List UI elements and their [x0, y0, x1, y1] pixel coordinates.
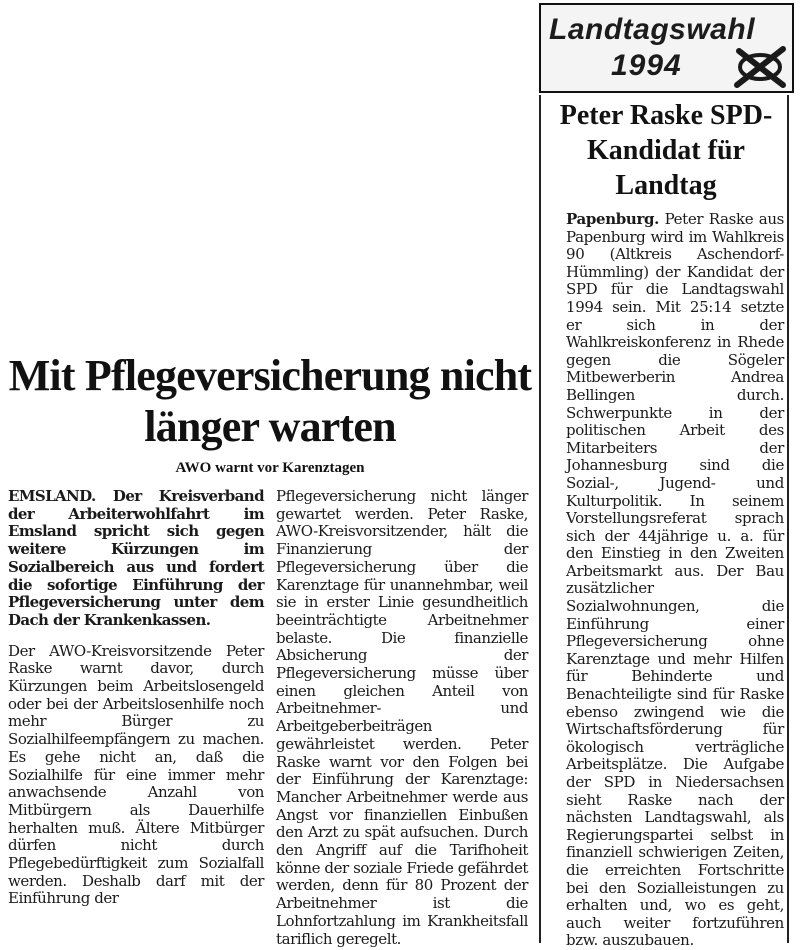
article-column-1-body: Der AWO-Kreisvorsitzende Peter Raske warnt davor, durch Kürzungen beim Arbeitslosengeld oder bei der Arbeitslosenhilfe noch mehr Bürger zu Sozialhilfeempfängern zu machen. Es gehe nicht an, daß die Sozialhilfe für eine immer mehr anwachsende Anzahl von Mitbürgern als Dauerhilfe herhalten muß. Ältere Mitbürger dürfen nicht durch Pflegebedürftigkeit zum Sozialfall werden. Deshalb darf mit der Einführung der: [8, 641, 264, 908]
sidebar-dateline: Papenburg.: [566, 210, 660, 228]
article-subheadline: AWO warnt vor Karenztagen: [175, 460, 365, 476]
sidebar-body: Peter Raske aus Papenburg wird im Wahlkreis 90 (Altkreis Aschendorf-Hümmling) der Kandidat der SPD für die Landtagswahl 1994 sein. Mit 25:14 setzte er sich in der Wahlkreiskonferenz in Rhede gegen die Sögeler Mitbewerberin Andrea Bellingen durch. Schwerpunkte in der politischen Arbeit des Mitarbeiters der Johannesburg sind die Sozial-, Jugend- und Kulturpolitik. In seinem Vorstellungsreferat sprach sich der 44jährige u. a. für den Einstieg in den Zweiten Arbeitsmarkt aus. Der Bau zusätzlicher Sozialwohnungen, die Einführung einer Pflegeversicherung ohne Karenztage und mehr Hilfen für Behinderte und Benachteiligte sind für Raske ebenso zwingend wie die Wirtschaftsförderung für ökologisch verträgliche Arbeitsplätze. Die Aufgabe der SPD in Niedersachsen sieht Raske nach der nächsten Landtagswahl, als Regierungspartei selbst in finanziell schwierigen Zeiten, die erreichten Fortschritte bei den Sozialleistungen zu erhalten und, wo es geht, auch weiter fortzuführen bzw. auszubauen.: [566, 210, 784, 950]
ballot-cross-icon: [731, 45, 789, 89]
article-headline: Mit Pflegeversicherung nicht länger warten: [8, 351, 532, 451]
sidebar-body-text: [566, 211, 784, 950]
article-lead: EMSLAND. Der Kreisverband der Arbeiterwohlfahrt im Emsland spricht sich gegen weitere Kürzungen im Sozialbereich aus und fordert die sofortige Einführung der Pflegeversicherung unter dem Dach der Krankenkassen.: [8, 487, 264, 629]
article-column-2: [276, 488, 528, 948]
sidebar-title: Peter Raske SPD-Kandidat für Landtag: [559, 100, 773, 201]
kicker-line-1: Landtagswahl: [549, 13, 756, 46]
kicker-line-2: 1994: [611, 49, 682, 82]
article-column-1: [8, 488, 264, 908]
article-column-2-body: Pflegeversicherung nicht länger gewartet werden. Peter Raske, AWO-Kreisvorsitzender, hält die Finanzierung der Pflegeversicherung über die Karenztage für unannehmbar, weil sie in erster Linie gesundheitlich beeinträchtigte Arbeitnehmer belaste. Die finanzielle Absicherung der Pflegeversicherung müsse über einen gleichen Anteil von Arbeitnehmer- und Arbeitgeberbeiträgen gewährleistet werden. Peter Raske warnt vor den Folgen bei der Einführung der Karenztage: Mancher Arbeitnehmer werde aus Angst vor finanziellen Einbußen den Arzt zu spät aufsuchen. Durch den Angriff auf die Tarifhoheit könne der soziale Friede gefährdet werden, denn für 80 Prozent der Arbeitnehmer ist die Lohnfortzahlung im Krankheitsfall tariflich geregelt.: [276, 487, 528, 948]
election-kicker-box: [539, 3, 794, 93]
